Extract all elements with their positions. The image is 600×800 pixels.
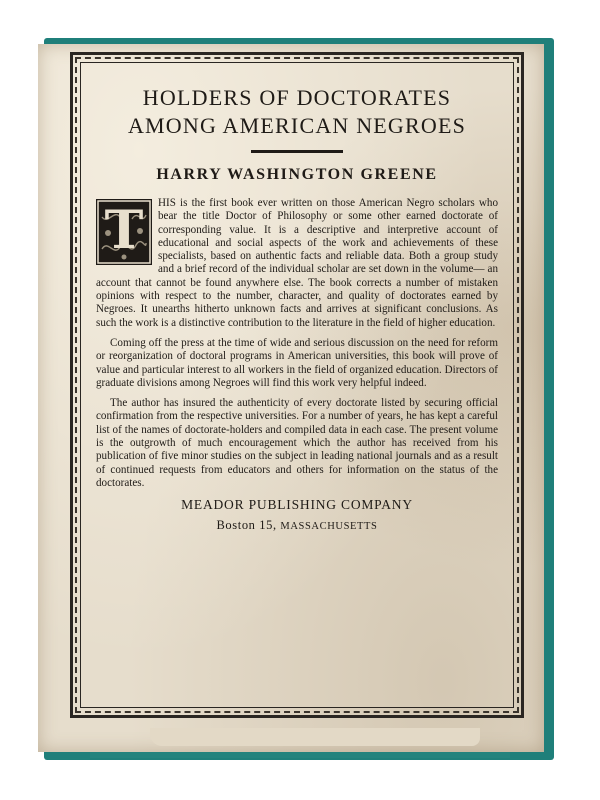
- publisher-name: MEADOR PUBLISHING COMPANY: [181, 497, 413, 513]
- dropcap-letter: T: [104, 200, 144, 261]
- city-state: MASSACHUSETTS: [280, 521, 378, 533]
- city-boston: Boston 15,: [216, 518, 277, 533]
- decorated-initial-icon: [96, 199, 152, 265]
- blurb: [96, 197, 498, 490]
- blurb-paragraph-2: Coming off the press at the time of wide and serious discussion on the need for reform or reorganization of doctoral programs in American universities, this book will prove of value and particular interest to all workers in the field of organized education. Directors of graduate divisions among Negroes will find this work very helpful indeed.: [96, 336, 498, 389]
- blurb-paragraph-1: [96, 197, 498, 330]
- jacket-text-block: [96, 76, 498, 533]
- author-name: HARRY WASHINGTON GREENE: [156, 166, 438, 183]
- title-line-2: AMONG AMERICAN NEGROES: [127, 113, 467, 138]
- title-line-1: HOLDERS OF DOCTORATES: [142, 85, 452, 110]
- blurb-text-1: HIS is the first book ever written on those American Negro scholars who bear the title Doctor of Philosophy or some other earned doctorate of corresponding value. It is a descriptive and interpretive account of educational and social aspects of the work and achievements of these specialists, based on authentic facts and reliable data. Both a group study and a brief record of the individual scholar are set down in the volume— an account that cannot be found anywhere else. The book corrects a number of mistaken opinions with respect to the number, character, and quality of doctorates earned by Negroes. It unearths hitherto unknown facts and arrives at significant conclusions. As such the work is a distinctive contribution to the literature in the field of higher education.: [96, 197, 498, 329]
- title-rule: [251, 150, 343, 153]
- jacket-worn-edge: [150, 728, 480, 746]
- blurb-paragraph-3: The author has insured the authenticity of every doctorate listed by securing official confirmation from the respective universities. For a number of years, he has kept a careful list of the names of doctorate-holders and compiled data in each case. The present volume is the outgrowth of much encouragement which the author has received from his publication of five minor studies on the subject in leading national journals and as a result of continued requests from educators and others for information on the status of the doctorates.: [96, 397, 498, 489]
- book-title: [96, 84, 498, 140]
- publisher-city: [96, 518, 498, 533]
